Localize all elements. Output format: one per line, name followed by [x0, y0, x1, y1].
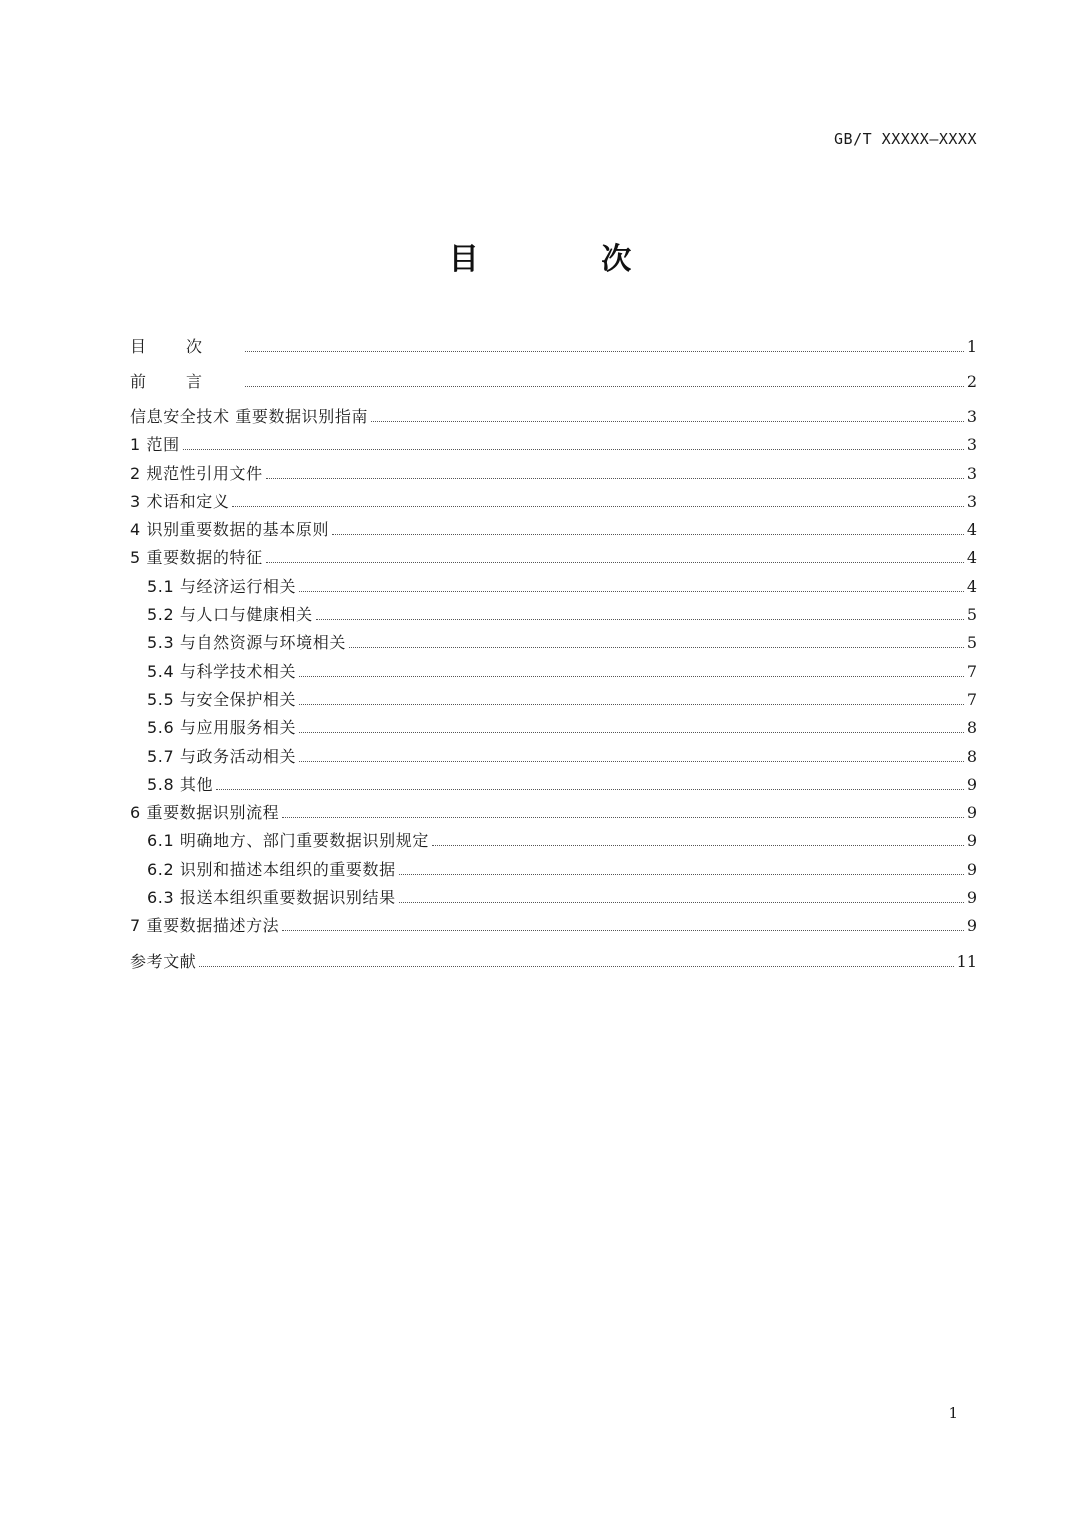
toc-entry[interactable]	[130, 427, 977, 455]
toc-leader-dots	[399, 874, 964, 875]
toc-entry-page: 9	[966, 888, 977, 908]
toc-entry-page: 11	[956, 952, 977, 972]
toc-entry-label: 3 术语和定义	[130, 491, 230, 511]
toc-leader-dots	[371, 421, 964, 422]
toc-entry-page: 3	[966, 407, 977, 426]
toc-entry-label: 参考文献	[130, 952, 197, 972]
toc-leader-dots	[266, 562, 964, 563]
toc-entry-page: 5	[966, 605, 977, 625]
toc-leader-dots	[299, 591, 964, 592]
toc-entry[interactable]	[130, 851, 977, 879]
toc-entry-page: 1	[966, 337, 977, 356]
toc-leader-dots	[183, 449, 964, 450]
toc-entry[interactable]	[130, 625, 977, 653]
toc-entry-page: 9	[966, 859, 977, 879]
toc-entry-page: 7	[966, 661, 977, 681]
toc-entry-label: 目次	[130, 337, 243, 356]
toc-entry-page: 9	[966, 831, 977, 851]
toc-entry-label: 5.2 与人口与健康相关	[147, 605, 313, 625]
toc-entry-page: 4	[966, 520, 977, 540]
toc-leader-dots	[216, 789, 964, 790]
toc-entry-page: 4	[966, 548, 977, 568]
toc-entry[interactable]	[130, 540, 977, 568]
toc-entry-page: 9	[966, 774, 977, 794]
page-number: 1	[948, 1404, 958, 1422]
toc-leader-dots	[232, 506, 963, 507]
toc-entry-page: 8	[966, 746, 977, 766]
toc-entry-label: 5.7 与政务活动相关	[147, 746, 297, 766]
toc-entry[interactable]	[130, 322, 977, 357]
toc-entry-label: 5.4 与科学技术相关	[147, 661, 297, 681]
standard-code: GB/T XXXXX—XXXX	[834, 130, 977, 148]
toc-entry-label: 5.5 与安全保护相关	[147, 689, 297, 709]
toc-entry[interactable]	[130, 357, 977, 392]
toc-entry-label: 6.1 明确地方、部门重要数据识别规定	[147, 831, 429, 851]
toc-entry[interactable]	[130, 568, 977, 596]
toc-entry[interactable]	[130, 512, 977, 540]
toc-leader-dots	[316, 619, 964, 620]
toc-leader-dots	[432, 845, 964, 846]
toc-entry-label: 5.8 其他	[147, 774, 214, 794]
toc-leader-dots	[266, 478, 964, 479]
toc-entry-label: 2 规范性引用文件	[130, 463, 263, 483]
toc-entry[interactable]	[130, 682, 977, 710]
toc-leader-dots	[245, 386, 964, 387]
toc-entry[interactable]	[130, 710, 977, 738]
toc-entry-page: 5	[966, 633, 977, 653]
toc-leader-dots	[245, 351, 964, 352]
toc-entry-label: 信息安全技术 重要数据识别指南	[130, 407, 369, 426]
toc-entry-page: 9	[966, 803, 977, 823]
toc-entry-label: 前言	[130, 372, 243, 391]
toc-leader-dots	[299, 676, 964, 677]
toc-entry-page: 8	[966, 718, 977, 738]
toc-entry-label: 5.6 与应用服务相关	[147, 718, 297, 738]
toc-leader-dots	[299, 761, 964, 762]
toc-leader-dots	[282, 930, 964, 931]
toc-entry-label: 1 范围	[130, 435, 180, 455]
toc-entry-label: 5.1 与经济运行相关	[147, 576, 297, 596]
toc-entry[interactable]	[130, 484, 977, 512]
toc-leader-dots	[282, 817, 964, 818]
toc-entry[interactable]	[130, 795, 977, 823]
toc-entry-label: 6.2 识别和描述本组织的重要数据	[147, 859, 396, 879]
toc-leader-dots	[349, 647, 964, 648]
toc-entry-label: 6.3 报送本组织重要数据识别结果	[147, 888, 396, 908]
toc-entry[interactable]	[130, 880, 977, 908]
toc-entry[interactable]	[130, 392, 977, 427]
toc-entry-label: 5 重要数据的特征	[130, 548, 263, 568]
table-of-contents	[130, 322, 977, 972]
toc-leader-dots	[299, 732, 964, 733]
toc-leader-dots	[199, 966, 953, 967]
toc-entry[interactable]	[130, 936, 977, 972]
toc-entry[interactable]	[130, 767, 977, 795]
toc-entry-label: 4 识别重要数据的基本原则	[130, 520, 330, 540]
toc-entry-page: 3	[966, 463, 977, 483]
toc-title: 目 次	[448, 242, 688, 277]
toc-entry[interactable]	[130, 455, 977, 483]
toc-leader-dots	[399, 902, 964, 903]
toc-entry-page: 3	[966, 491, 977, 511]
toc-entry-label: 5.3 与自然资源与环境相关	[147, 633, 346, 653]
toc-entry[interactable]	[130, 908, 977, 936]
toc-leader-dots	[332, 534, 964, 535]
toc-entry-page: 9	[966, 916, 977, 936]
toc-entry-page: 2	[966, 372, 977, 391]
toc-entry[interactable]	[130, 823, 977, 851]
toc-entry[interactable]	[130, 653, 977, 681]
toc-leader-dots	[299, 704, 964, 705]
toc-entry-label: 6 重要数据识别流程	[130, 803, 280, 823]
toc-entry-page: 3	[966, 435, 977, 455]
toc-entry[interactable]	[130, 597, 977, 625]
toc-entry-page: 7	[966, 689, 977, 709]
toc-entry-label: 7 重要数据描述方法	[130, 916, 280, 936]
toc-entry[interactable]	[130, 738, 977, 766]
toc-entry-page: 4	[966, 576, 977, 596]
